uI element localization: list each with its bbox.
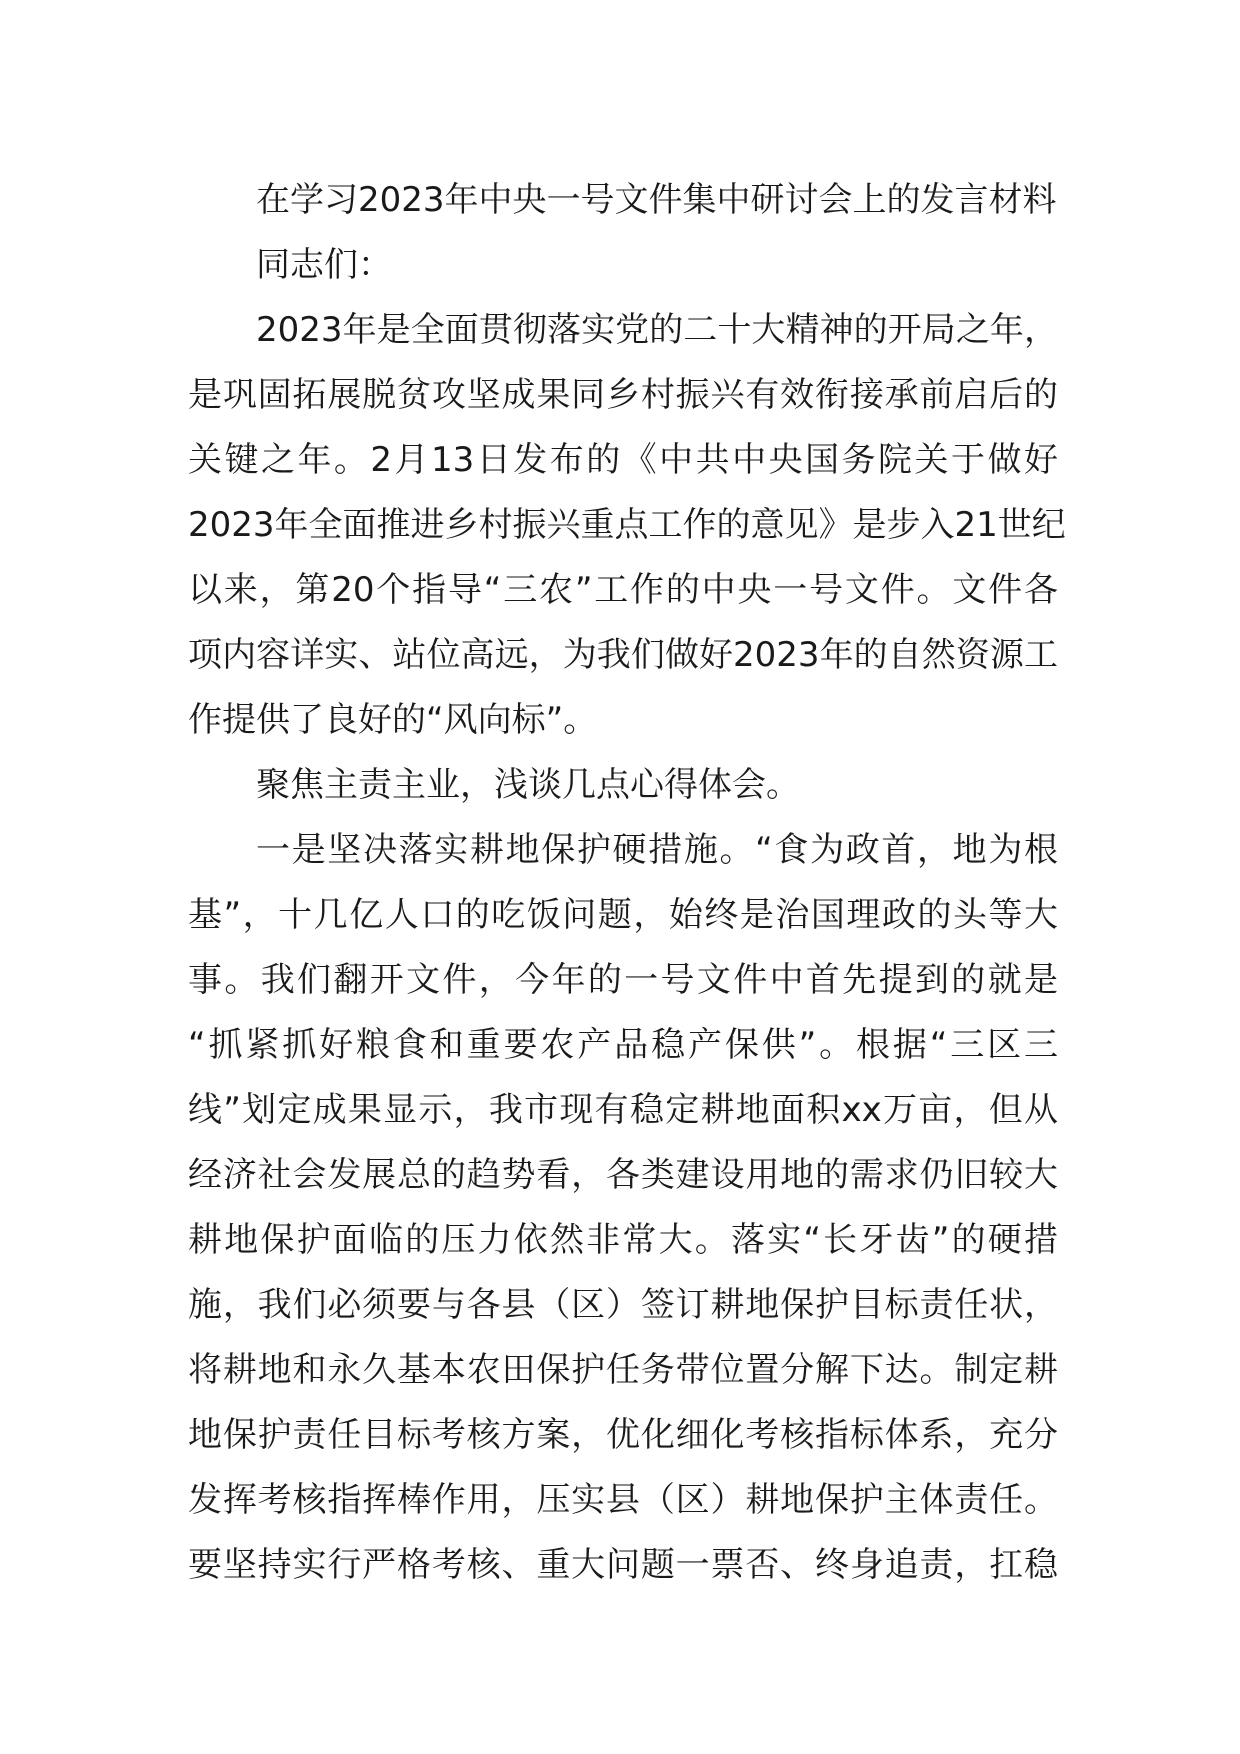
document-title: 在学习2023年中央一号文件集中研讨会上的发言材料 — [256, 180, 1057, 220]
paragraph-line: 要坚持实行严格考核、重大问题一票否、终身追责，扛稳 — [188, 1545, 1058, 1585]
paragraph-line: 关键之年。2月13日发布的《中共中央国务院关于做好 — [188, 440, 1058, 480]
paragraph-line: 2023年全面推进乡村振兴重点工作的意见》是步入21世纪 — [188, 505, 1066, 545]
salutation: 同志们： — [256, 245, 392, 285]
paragraph-line: 2023年是全面贯彻落实党的二十大精神的开局之年， — [256, 310, 1058, 350]
paragraph-line: 项内容详实、站位高远，为我们做好2023年的自然资源工 — [188, 635, 1058, 675]
paragraph-line: 耕地保护面临的压力依然非常大。落实“长牙齿”的硬措 — [188, 1220, 1058, 1260]
paragraph-line: 地保护责任目标考核方案，优化细化考核指标体系，充分 — [188, 1415, 1058, 1455]
paragraph-line: 作提供了良好的“风向标”。 — [188, 700, 598, 740]
document-body — [188, 168, 1066, 1598]
paragraph-line: 经济社会发展总的趋势看，各类建设用地的需求仍旧较大 — [188, 1155, 1058, 1195]
paragraph-line: 施，我们必须要与各县（区）签订耕地保护目标责任状， — [188, 1285, 1058, 1325]
paragraph-line: 事。我们翻开文件，今年的一号文件中首先提到的就是 — [188, 960, 1058, 1000]
paragraph-line: 是巩固拓展脱贫攻坚成果同乡村振兴有效衔接承前启后的 — [188, 375, 1058, 415]
paragraph-line: 聚焦主责主业，浅谈几点心得体会。 — [256, 765, 800, 805]
paragraph-line: 基”，十几亿人口的吃饭问题，始终是治国理政的头等大 — [188, 895, 1058, 935]
paragraph-line: 线”划定成果显示，我市现有稳定耕地面积xx万亩，但从 — [188, 1090, 1058, 1130]
paragraph-line: 以来，第20个指导“三农”工作的中央一号文件。文件各 — [188, 570, 1058, 610]
paragraph-line: 一是坚决落实耕地保护硬措施。“食为政首，地为根 — [256, 830, 1058, 870]
paragraph-line: 发挥考核指挥棒作用，压实县（区）耕地保护主体责任。 — [188, 1480, 1058, 1520]
paragraph-line: “抓紧抓好粮食和重要农产品稳产保供”。根据“三区三 — [188, 1025, 1058, 1065]
paragraph-line: 将耕地和永久基本农田保护任务带位置分解下达。制定耕 — [188, 1350, 1058, 1390]
